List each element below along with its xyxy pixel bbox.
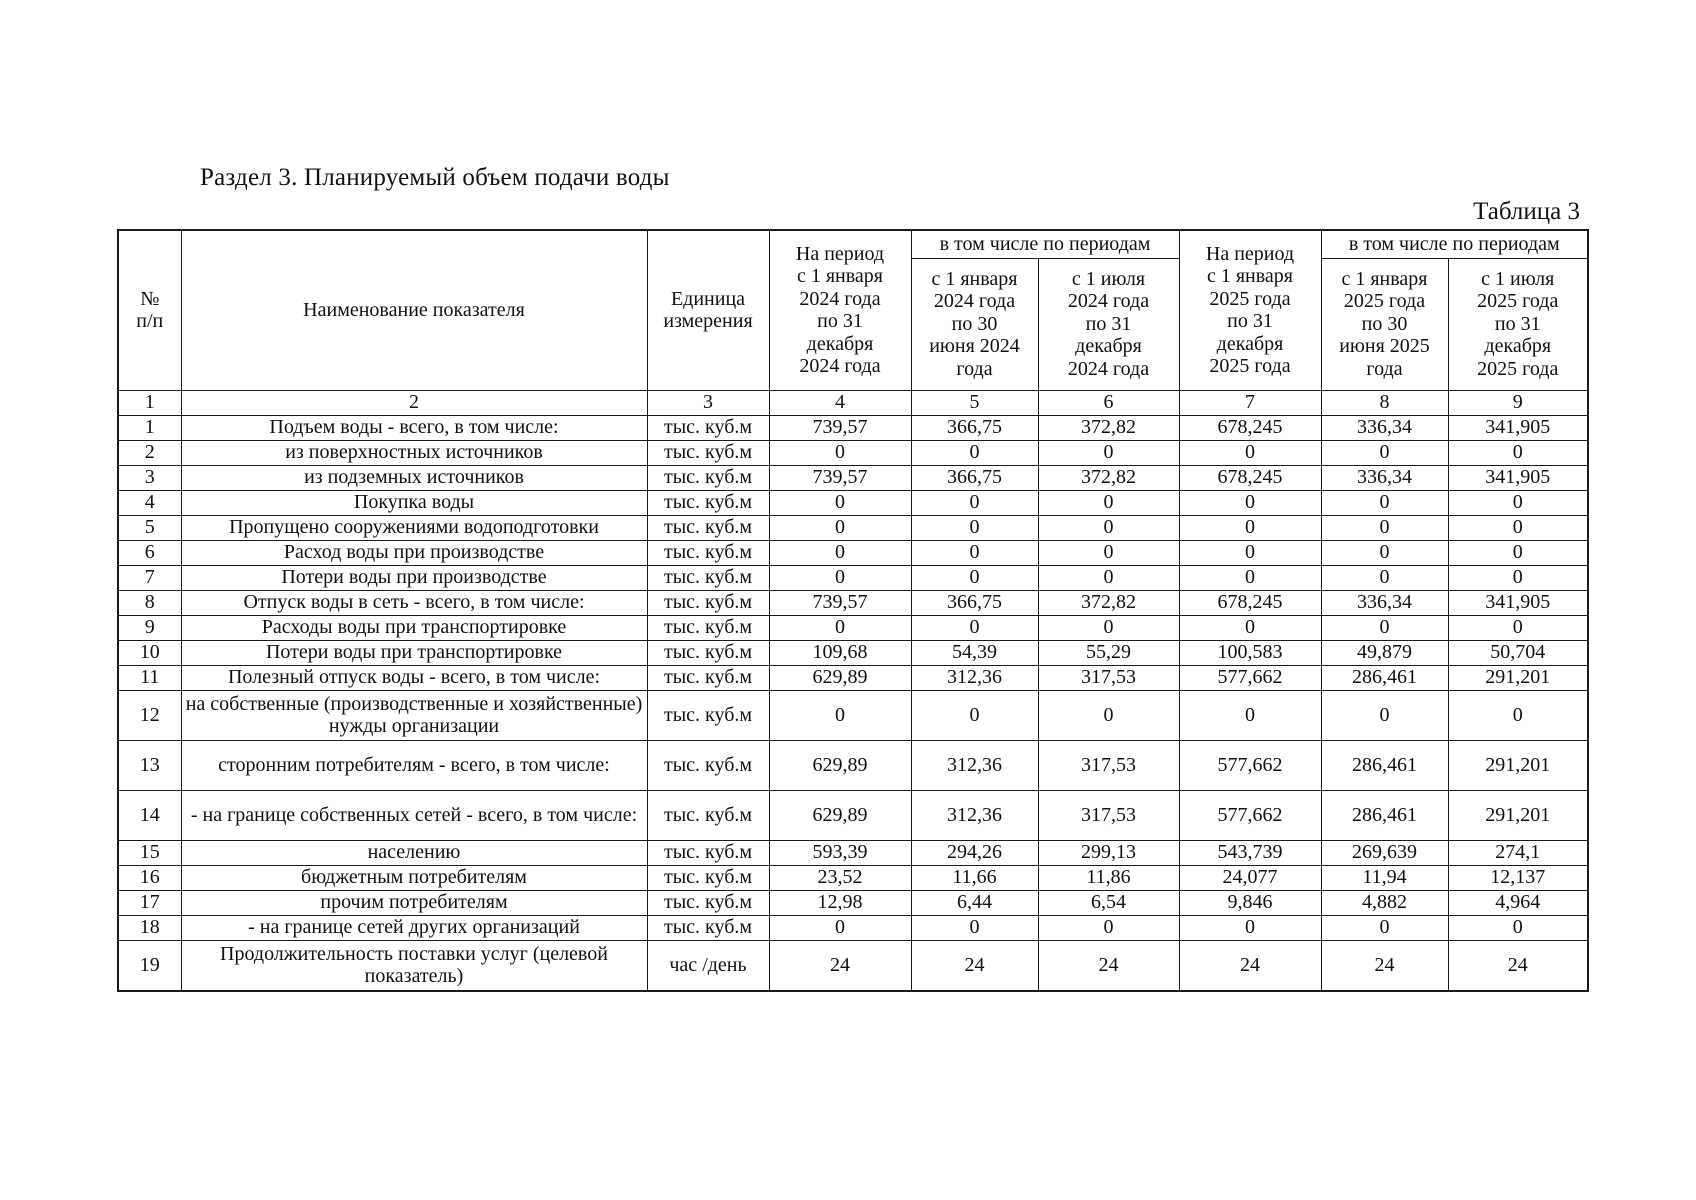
- value-cell: 4,882: [1321, 890, 1448, 915]
- value-cell: 577,662: [1179, 665, 1321, 690]
- value-cell: 372,82: [1038, 590, 1179, 615]
- value-cell: 24,077: [1179, 865, 1321, 890]
- value-cell: 678,245: [1179, 465, 1321, 490]
- value-cell: 0: [769, 690, 911, 740]
- table-row: [118, 640, 1588, 665]
- indicator-name: Продолжительность поставки услуг (целевой показатель): [181, 940, 647, 991]
- value-cell: 0: [1038, 540, 1179, 565]
- unit-cell: тыс. куб.м: [647, 915, 769, 940]
- header-period-2024: [769, 230, 911, 390]
- value-cell: 678,245: [1179, 415, 1321, 440]
- row-number: 19: [118, 940, 181, 991]
- indicator-name: на собственные (производственные и хозяйственные) нужды организации: [181, 690, 647, 740]
- value-cell: 286,461: [1321, 665, 1448, 690]
- indicator-name: из подземных источников: [181, 465, 647, 490]
- header-h1-2025-text: с 1 января 2025 года по 30 июня 2025 года: [1339, 268, 1430, 380]
- header-name: [181, 230, 647, 390]
- value-cell: 372,82: [1038, 465, 1179, 490]
- row-number: 10: [118, 640, 181, 665]
- row-number: 1: [118, 415, 181, 440]
- value-cell: 0: [1179, 490, 1321, 515]
- value-cell: 341,905: [1448, 465, 1588, 490]
- value-cell: 0: [1038, 690, 1179, 740]
- unit-cell: тыс. куб.м: [647, 690, 769, 740]
- indicator-name: Покупка воды: [181, 490, 647, 515]
- value-cell: 0: [1179, 690, 1321, 740]
- row-number: 7: [118, 565, 181, 590]
- table-body: [118, 415, 1588, 991]
- value-cell: 0: [911, 440, 1038, 465]
- column-number: 6: [1038, 390, 1179, 415]
- table-row: [118, 865, 1588, 890]
- value-cell: 6,54: [1038, 890, 1179, 915]
- value-cell: 317,53: [1038, 740, 1179, 790]
- value-cell: 0: [769, 490, 911, 515]
- value-cell: 0: [1321, 690, 1448, 740]
- value-cell: 0: [1321, 565, 1448, 590]
- header-unit-text: Единица измерения: [663, 287, 753, 333]
- indicator-name: Пропущено сооружениями водоподготовки: [181, 515, 647, 540]
- row-number: 11: [118, 665, 181, 690]
- value-cell: 372,82: [1038, 415, 1179, 440]
- value-cell: 100,583: [1179, 640, 1321, 665]
- table-row: [118, 565, 1588, 590]
- column-number: 4: [769, 390, 911, 415]
- indicator-name: - на границе сетей других организаций: [181, 915, 647, 940]
- table-row: [118, 890, 1588, 915]
- unit-cell: час /день: [647, 940, 769, 991]
- unit-cell: тыс. куб.м: [647, 740, 769, 790]
- value-cell: 0: [1179, 440, 1321, 465]
- value-cell: 317,53: [1038, 665, 1179, 690]
- indicator-name: населению: [181, 840, 647, 865]
- unit-cell: тыс. куб.м: [647, 415, 769, 440]
- value-cell: 54,39: [911, 640, 1038, 665]
- value-cell: 577,662: [1179, 790, 1321, 840]
- header-period-2025: [1179, 230, 1321, 390]
- value-cell: 0: [911, 540, 1038, 565]
- value-cell: 0: [911, 515, 1038, 540]
- table-row: [118, 665, 1588, 690]
- value-cell: 0: [769, 615, 911, 640]
- header-h1-2025: [1321, 258, 1448, 390]
- column-number: 7: [1179, 390, 1321, 415]
- value-cell: 291,201: [1448, 665, 1588, 690]
- column-number: 5: [911, 390, 1038, 415]
- value-cell: 4,964: [1448, 890, 1588, 915]
- unit-cell: тыс. куб.м: [647, 865, 769, 890]
- value-cell: 24: [1448, 940, 1588, 991]
- value-cell: 0: [769, 915, 911, 940]
- value-cell: 12,137: [1448, 865, 1588, 890]
- indicator-name: - на границе собственных сетей - всего, в том числе:: [181, 790, 647, 840]
- value-cell: 0: [1448, 515, 1588, 540]
- value-cell: 55,29: [1038, 640, 1179, 665]
- value-cell: 6,44: [911, 890, 1038, 915]
- value-cell: 629,89: [769, 790, 911, 840]
- value-cell: 0: [1448, 540, 1588, 565]
- value-cell: 0: [1448, 915, 1588, 940]
- value-cell: 336,34: [1321, 590, 1448, 615]
- value-cell: 24: [769, 940, 911, 991]
- table-row: [118, 615, 1588, 640]
- table-row: [118, 490, 1588, 515]
- value-cell: 24: [1038, 940, 1179, 991]
- indicator-name: Потери воды при производстве: [181, 565, 647, 590]
- value-cell: 24: [911, 940, 1038, 991]
- unit-cell: тыс. куб.м: [647, 490, 769, 515]
- value-cell: 577,662: [1179, 740, 1321, 790]
- table-row: [118, 415, 1588, 440]
- table-row: [118, 590, 1588, 615]
- value-cell: 11,66: [911, 865, 1038, 890]
- header-subperiods-2024-text: в том числе по периодам: [939, 233, 1151, 256]
- header-h2-2025: [1448, 258, 1588, 390]
- header-h2-2024: [1038, 258, 1179, 390]
- value-cell: 0: [1321, 515, 1448, 540]
- header-h1-2024: [911, 258, 1038, 390]
- unit-cell: тыс. куб.м: [647, 565, 769, 590]
- indicator-name: сторонним потребителям - всего, в том числе:: [181, 740, 647, 790]
- indicator-name: Расходы воды при транспортировке: [181, 615, 647, 640]
- value-cell: 593,39: [769, 840, 911, 865]
- value-cell: 12,98: [769, 890, 911, 915]
- value-cell: 0: [1321, 915, 1448, 940]
- value-cell: 24: [1179, 940, 1321, 991]
- header-unit: [647, 230, 769, 390]
- value-cell: 341,905: [1448, 590, 1588, 615]
- indicator-name: бюджетным потребителям: [181, 865, 647, 890]
- value-cell: 317,53: [1038, 790, 1179, 840]
- value-cell: 9,846: [1179, 890, 1321, 915]
- water-supply-table: [117, 229, 1589, 992]
- indicator-name: Подъем воды - всего, в том числе:: [181, 415, 647, 440]
- value-cell: 0: [1179, 540, 1321, 565]
- indicator-name: Отпуск воды в сеть - всего, в том числе:: [181, 590, 647, 615]
- row-number: 6: [118, 540, 181, 565]
- header-h2-2025-text: с 1 июля 2025 года по 31 декабря 2025 года: [1477, 268, 1559, 380]
- value-cell: 0: [1448, 615, 1588, 640]
- indicator-name: из поверхностных источников: [181, 440, 647, 465]
- unit-cell: тыс. куб.м: [647, 790, 769, 840]
- value-cell: 286,461: [1321, 790, 1448, 840]
- column-numbers-row: [118, 390, 1588, 415]
- column-number: 1: [118, 390, 181, 415]
- table-row: [118, 840, 1588, 865]
- unit-cell: тыс. куб.м: [647, 890, 769, 915]
- value-cell: 0: [1038, 915, 1179, 940]
- value-cell: 50,704: [1448, 640, 1588, 665]
- value-cell: 49,879: [1321, 640, 1448, 665]
- value-cell: 0: [1448, 490, 1588, 515]
- value-cell: 23,52: [769, 865, 911, 890]
- row-number: 12: [118, 690, 181, 740]
- value-cell: 0: [1038, 565, 1179, 590]
- header-num-text: № п/п: [136, 287, 164, 333]
- value-cell: 0: [1179, 915, 1321, 940]
- value-cell: 269,639: [1321, 840, 1448, 865]
- value-cell: 629,89: [769, 665, 911, 690]
- value-cell: 0: [1448, 565, 1588, 590]
- table-row: [118, 440, 1588, 465]
- header-subperiods-2024: [911, 230, 1179, 258]
- header-subperiods-2025: [1321, 230, 1588, 258]
- row-number: 8: [118, 590, 181, 615]
- row-number: 14: [118, 790, 181, 840]
- page-title: Раздел 3. Планируемый объем подачи воды: [200, 164, 670, 191]
- row-number: 4: [118, 490, 181, 515]
- unit-cell: тыс. куб.м: [647, 590, 769, 615]
- value-cell: 0: [1038, 490, 1179, 515]
- header-period-2024-text: На период с 1 января 2024 года по 31 декабря 2024 года: [795, 243, 885, 378]
- value-cell: 336,34: [1321, 415, 1448, 440]
- row-number: 16: [118, 865, 181, 890]
- value-cell: 24: [1321, 940, 1448, 991]
- value-cell: 0: [769, 540, 911, 565]
- unit-cell: тыс. куб.м: [647, 540, 769, 565]
- row-number: 3: [118, 465, 181, 490]
- value-cell: 0: [911, 615, 1038, 640]
- table-row: [118, 790, 1588, 840]
- value-cell: 0: [1321, 490, 1448, 515]
- value-cell: 366,75: [911, 415, 1038, 440]
- header-name-text: Наименование показателя: [303, 299, 525, 322]
- table-row: [118, 690, 1588, 740]
- value-cell: 629,89: [769, 740, 911, 790]
- indicator-name: Расход воды при производстве: [181, 540, 647, 565]
- value-cell: 312,36: [911, 740, 1038, 790]
- row-number: 15: [118, 840, 181, 865]
- column-number: 8: [1321, 390, 1448, 415]
- value-cell: 0: [1321, 615, 1448, 640]
- unit-cell: тыс. куб.м: [647, 615, 769, 640]
- value-cell: 739,57: [769, 465, 911, 490]
- value-cell: 0: [911, 565, 1038, 590]
- row-number: 9: [118, 615, 181, 640]
- value-cell: 0: [1448, 440, 1588, 465]
- header-h1-2024-text: с 1 января 2024 года по 30 июня 2024 года: [929, 268, 1020, 380]
- indicator-name: прочим потребителям: [181, 890, 647, 915]
- unit-cell: тыс. куб.м: [647, 640, 769, 665]
- value-cell: 366,75: [911, 590, 1038, 615]
- table-row: [118, 940, 1588, 991]
- value-cell: 678,245: [1179, 590, 1321, 615]
- value-cell: 543,739: [1179, 840, 1321, 865]
- value-cell: 739,57: [769, 590, 911, 615]
- table-row: [118, 915, 1588, 940]
- row-number: 13: [118, 740, 181, 790]
- column-number: 3: [647, 390, 769, 415]
- value-cell: 341,905: [1448, 415, 1588, 440]
- value-cell: 336,34: [1321, 465, 1448, 490]
- unit-cell: тыс. куб.м: [647, 465, 769, 490]
- value-cell: 0: [1179, 515, 1321, 540]
- header-subperiods-2025-text: в том числе по периодам: [1348, 233, 1560, 256]
- value-cell: 312,36: [911, 790, 1038, 840]
- unit-cell: тыс. куб.м: [647, 440, 769, 465]
- value-cell: 0: [1321, 540, 1448, 565]
- unit-cell: тыс. куб.м: [647, 515, 769, 540]
- header-num: [118, 230, 181, 390]
- value-cell: 109,68: [769, 640, 911, 665]
- value-cell: 739,57: [769, 415, 911, 440]
- indicator-name: Потери воды при транспортировке: [181, 640, 647, 665]
- value-cell: 366,75: [911, 465, 1038, 490]
- value-cell: 0: [1038, 515, 1179, 540]
- header-h2-2024-text: с 1 июля 2024 года по 31 декабря 2024 года: [1067, 268, 1150, 380]
- value-cell: 0: [769, 515, 911, 540]
- value-cell: 0: [769, 565, 911, 590]
- value-cell: 286,461: [1321, 740, 1448, 790]
- value-cell: 0: [911, 490, 1038, 515]
- table-row: [118, 515, 1588, 540]
- value-cell: 0: [1179, 615, 1321, 640]
- column-number: 2: [181, 390, 647, 415]
- row-number: 18: [118, 915, 181, 940]
- value-cell: 299,13: [1038, 840, 1179, 865]
- value-cell: 11,86: [1038, 865, 1179, 890]
- table-row: [118, 740, 1588, 790]
- row-number: 5: [118, 515, 181, 540]
- value-cell: 0: [911, 915, 1038, 940]
- indicator-name: Полезный отпуск воды - всего, в том числе:: [181, 665, 647, 690]
- unit-cell: тыс. куб.м: [647, 840, 769, 865]
- value-cell: 0: [1038, 440, 1179, 465]
- value-cell: 0: [1321, 440, 1448, 465]
- value-cell: 274,1: [1448, 840, 1588, 865]
- table-row: [118, 540, 1588, 565]
- value-cell: 11,94: [1321, 865, 1448, 890]
- column-number: 9: [1448, 390, 1588, 415]
- value-cell: 294,26: [911, 840, 1038, 865]
- value-cell: 0: [1448, 690, 1588, 740]
- value-cell: 0: [1179, 565, 1321, 590]
- row-number: 2: [118, 440, 181, 465]
- table-label: Таблица 3: [1473, 198, 1580, 225]
- row-number: 17: [118, 890, 181, 915]
- value-cell: 312,36: [911, 665, 1038, 690]
- value-cell: 291,201: [1448, 740, 1588, 790]
- header-period-2025-text: На период с 1 января 2025 года по 31 декабря 2025 года: [1205, 243, 1295, 378]
- value-cell: 0: [1038, 615, 1179, 640]
- table-row: [118, 465, 1588, 490]
- value-cell: 0: [911, 690, 1038, 740]
- value-cell: 291,201: [1448, 790, 1588, 840]
- value-cell: 0: [769, 440, 911, 465]
- unit-cell: тыс. куб.м: [647, 665, 769, 690]
